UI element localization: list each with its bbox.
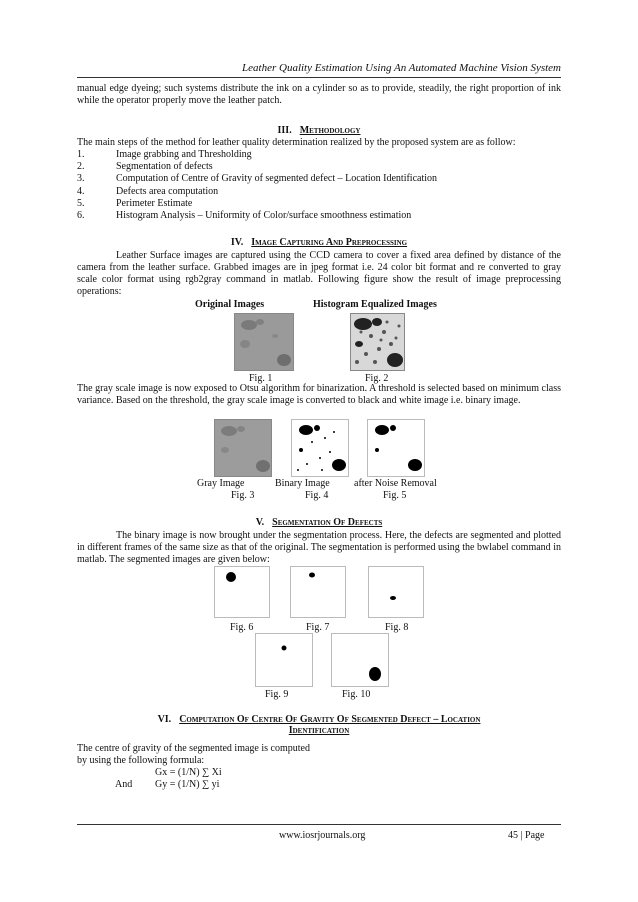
segmentation-paragraph: The binary image is now brought under the segmentation process. Here, the defects are segmented and plotted in different frames of the same size as that of the original. The segmentation is performed using the bwlabel command in matlab. The segmented images are given below: xyxy=(77,530,561,565)
section-number: IV. xyxy=(230,237,244,248)
figure-2-caption: Fig. 2 xyxy=(365,373,389,384)
figure-5-noise-removed-image xyxy=(367,419,425,477)
section-number: V. xyxy=(255,517,265,528)
figure-5-label: after Noise Removal xyxy=(354,478,437,489)
figure-6-segment xyxy=(214,566,270,618)
binarization-paragraph: The gray scale image is now exposed to Otsu algorithm for binarization. A threshold is selected based on minimum class variance. Based on the threshold, the gray scale image is converted to black and white image i.e. binary image. xyxy=(77,383,561,406)
label-original-images: Original Images xyxy=(195,299,265,310)
image-capturing-paragraph: Leather Surface images are captured using the CCD camera to cover a fixed area defined by distance of the camera from the leather surface. Grabbed images are in jpeg format i.e. 24 color bit format and re converted to gray scale color format using rgb2gray command in matlab. Following figure show the result of image preprocessing operations: xyxy=(77,250,561,297)
list-item: 2. Segmentation of defects xyxy=(77,161,213,173)
footer-rule xyxy=(77,824,561,825)
intro-paragraph: manual edge dyeing; such systems distribute the ink on a cylinder so as to provide, steadily, the right proportion of ink while the operator properly move the leather patch. xyxy=(77,83,561,106)
figure-6-caption: Fig. 6 xyxy=(230,622,254,633)
cog-paragraph-line2: by using the following formula: xyxy=(77,755,205,766)
section-number: III. xyxy=(277,125,292,136)
section-title: Segmentation Of Defects xyxy=(272,517,383,528)
section-heading-segmentation xyxy=(77,517,561,528)
figure-8-segment xyxy=(368,566,424,618)
figure-1-caption: Fig. 1 xyxy=(249,373,273,384)
figure-3-gray-image xyxy=(214,419,272,477)
figure-4-caption: Fig. 4 xyxy=(305,490,329,501)
footer-page-number: 45 | Page xyxy=(508,830,545,841)
running-header: Leather Quality Estimation Using An Automated Machine Vision System xyxy=(242,62,561,74)
equation-gx: Gx = (1/N) ∑ Xi xyxy=(155,767,222,778)
figure-3-label: Gray Image xyxy=(197,478,245,489)
figure-5-caption: Fig. 5 xyxy=(383,490,407,501)
figure-7-segment xyxy=(290,566,346,618)
section-title-line2: Identification xyxy=(288,725,350,736)
figure-8-caption: Fig. 8 xyxy=(385,622,409,633)
equation-gy: Gy = (1/N) ∑ yi xyxy=(155,779,220,790)
figure-9-segment xyxy=(255,633,313,687)
list-item: 6. Histogram Analysis – Uniformity of Color/surface smoothness estimation xyxy=(77,210,412,222)
methodology-steps xyxy=(77,149,561,222)
list-item: 1. Image grabbing and Thresholding xyxy=(77,149,252,160)
section-title-line1: Computation Of Centre Of Gravity Of Segmented Defect – Location xyxy=(179,714,481,725)
cog-paragraph-line1: The centre of gravity of the segmented image is computed xyxy=(77,743,310,754)
section-heading-centre-of-gravity xyxy=(77,714,561,736)
section-title: Image Capturing And Preprocessing xyxy=(251,237,408,248)
section-number: VI. xyxy=(157,714,172,725)
header-rule xyxy=(77,77,561,78)
section-heading-image-capturing xyxy=(77,237,561,248)
figure-3-caption: Fig. 3 xyxy=(231,490,255,501)
figure-10-caption: Fig. 10 xyxy=(342,689,371,700)
list-item: 5. Perimeter Estimate xyxy=(77,197,193,209)
list-item: 4. Defects area computation xyxy=(77,185,219,197)
figure-4-binary-image xyxy=(291,419,349,477)
figure-4-label: Binary Image xyxy=(275,478,330,489)
list-item: 3. Computation of Centre of Gravity of segmented defect – Location Identification xyxy=(77,173,438,185)
figure-1-original-image xyxy=(234,313,294,371)
and-label: And xyxy=(115,779,133,790)
figure-9-caption: Fig. 9 xyxy=(265,689,289,700)
footer-website: www.iosrjournals.org xyxy=(279,830,366,841)
methodology-intro: The main steps of the method for leather quality determination realized by the proposed system are as follow: xyxy=(77,137,516,148)
figure-10-segment xyxy=(331,633,389,687)
section-heading-methodology xyxy=(77,125,561,136)
figure-7-caption: Fig. 7 xyxy=(306,622,330,633)
figure-2-histogram-equalized-image xyxy=(350,313,405,371)
section-title: Methodology xyxy=(299,125,361,136)
label-histogram-equalized: Histogram Equalized Images xyxy=(313,299,437,310)
